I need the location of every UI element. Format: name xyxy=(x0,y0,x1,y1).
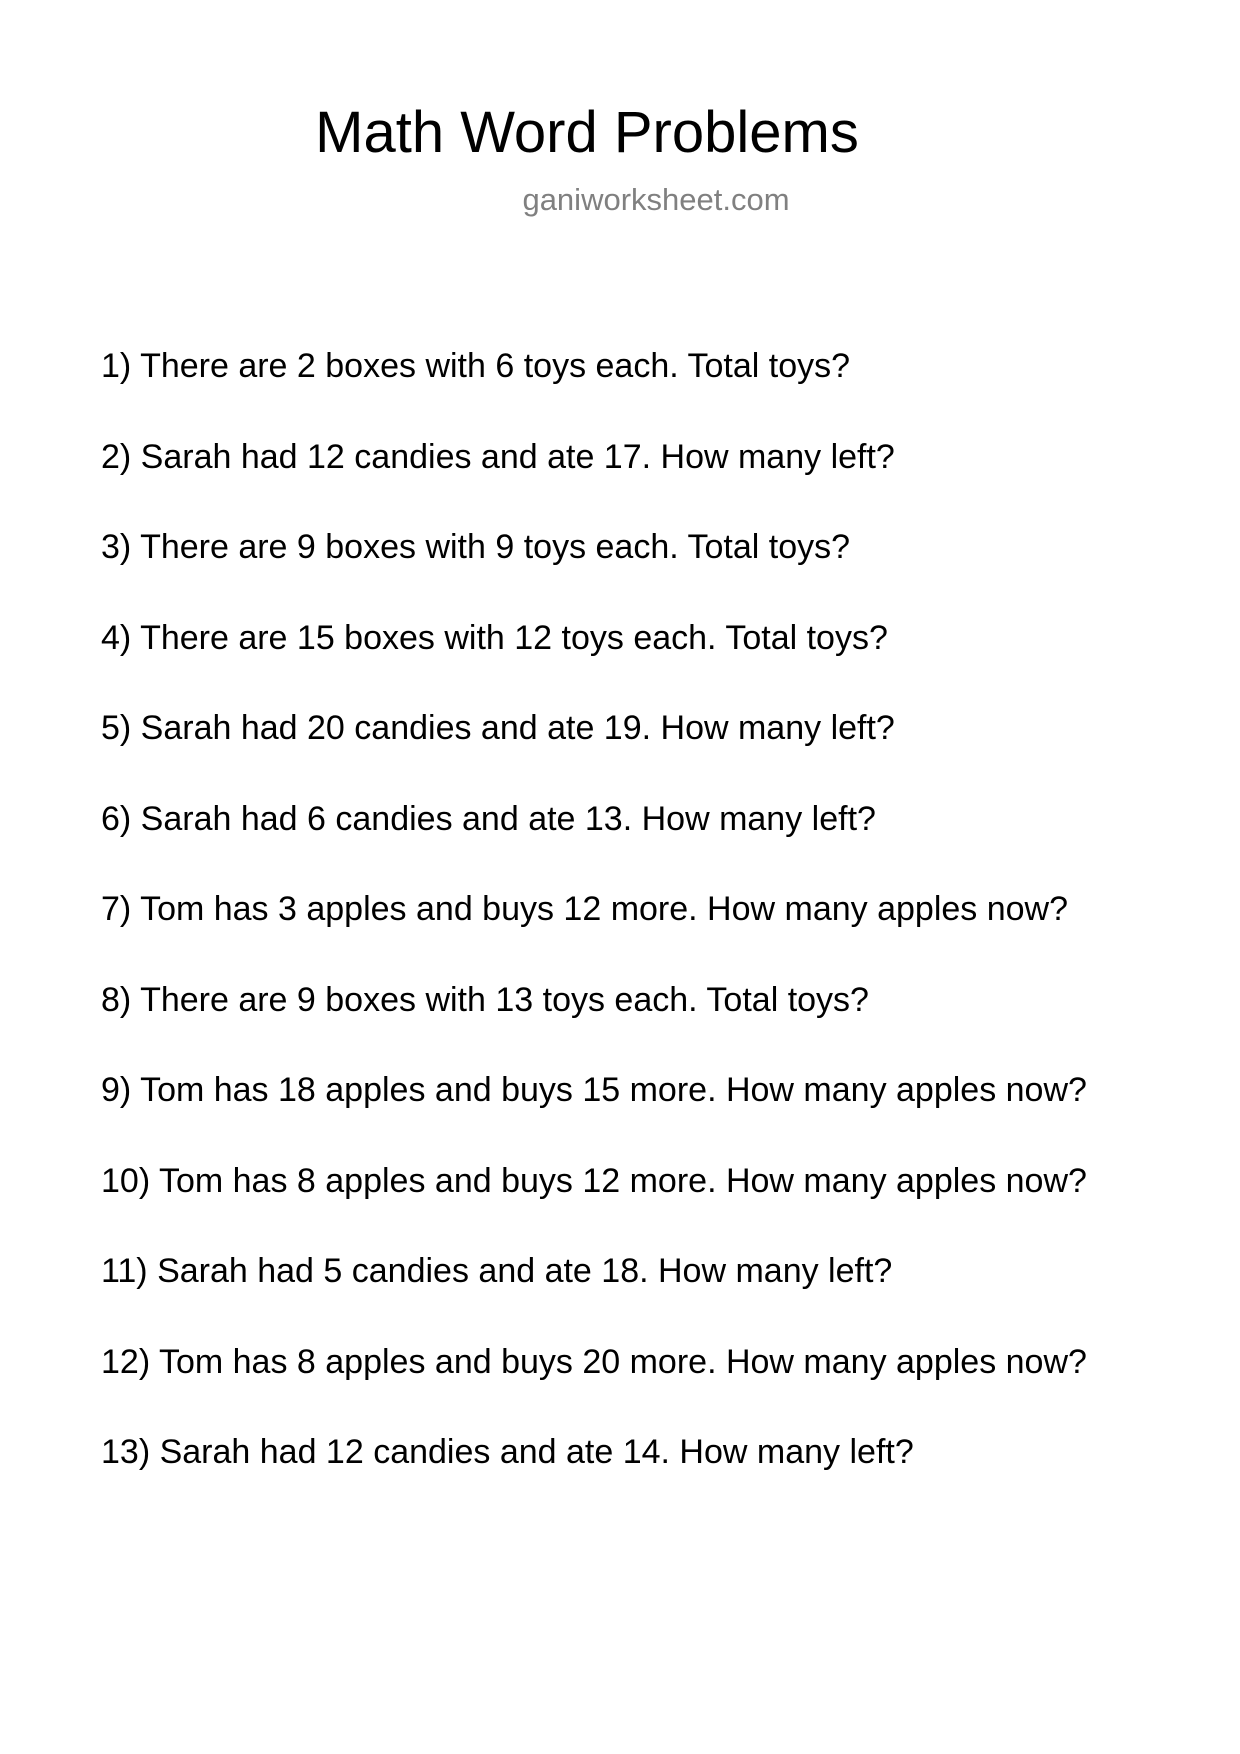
problem-list xyxy=(101,346,1087,1523)
problem-item: 3) There are 9 boxes with 9 toys each. Total toys? xyxy=(101,528,851,566)
problem-item: 8) There are 9 boxes with 13 toys each. Total toys? xyxy=(101,980,869,1019)
problem-item: 10) Tom has 8 apples and buys 12 more. How many apples now? xyxy=(101,1161,1087,1200)
problem-item: 4) There are 15 boxes with 12 toys each. Total toys? xyxy=(101,618,888,657)
problem-item: 2) Sarah had 12 candies and ate 17. How many left? xyxy=(101,437,895,476)
problem-item: 9) Tom has 18 apples and buys 15 more. How many apples now? xyxy=(101,1071,1087,1109)
problem-item: 6) Sarah had 6 candies and ate 13. How many left? xyxy=(101,799,876,838)
problem-item: 1) There are 2 boxes with 6 toys each. Total toys? xyxy=(101,347,851,385)
worksheet-title: Math Word Problems xyxy=(315,100,859,165)
problem-item: 5) Sarah had 20 candies and ate 19. How many left? xyxy=(101,709,895,747)
problem-item: 11) Sarah had 5 candies and ate 18. How many left? xyxy=(101,1252,893,1290)
worksheet-source: ganiworksheet.com xyxy=(522,182,790,217)
problem-item: 12) Tom has 8 apples and buys 20 more. How many apples now? xyxy=(101,1342,1087,1381)
problem-item: 13) Sarah had 12 candies and ate 14. How many left? xyxy=(101,1433,914,1471)
problem-item: 7) Tom has 3 apples and buys 12 more. How many apples now? xyxy=(101,890,1069,928)
